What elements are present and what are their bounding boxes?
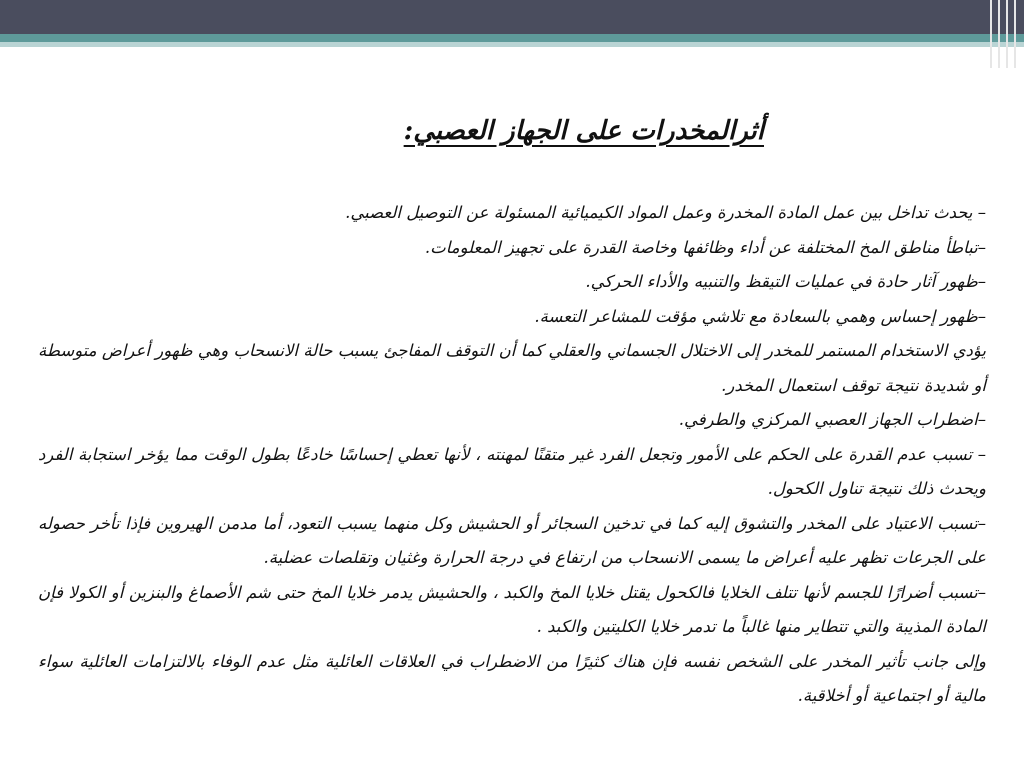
paragraph: –اضطراب الجهاز العصبي المركزي والطرفي. (678, 410, 986, 429)
paragraph: – تسبب عدم القدرة على الحكم على الأمور وتجعل الفرد غير متقنًا لمهنته ، لأنها تعطي إحساسًا خادعًا بطول الوقت مما يؤخر استجابة الفرد ويحدث ذلك نتيجة تناول الكحول. (38, 444, 986, 498)
paragraph: وإلى جانب تأثير المخدر على الشخص نفسه فإن هناك كثيرًا من الاضطراب في العلاقات العائلية مثل عدم الوفاء بالالتزامات العائلية سواء مالية أو اجتماعية أو أخلاقية. (38, 651, 986, 705)
paragraph: – يحدث تداخل بين عمل المادة المخدرة وعمل المواد الكيميائية المسئولة عن التوصيل العصبي. (345, 203, 986, 222)
header-light-stripe (0, 42, 1024, 47)
corner-decoration (984, 0, 1024, 68)
paragraph: –تسبب أضرارًا للجسم لأنها تتلف الخلايا فالكحول يقتل خلايا المخ والكبد ، والحشيش يدمر خلايا المخ حتى شم الأصماغ والبنزين أو الكولا فإن المادة المذيبة والتي تتطاير منها غالباً ما تدمر خلايا الكليتين والكبد . (38, 582, 986, 636)
paragraph: –ظهور آثار حادة في عمليات التيقظ والتنبيه والأداء الحركي. (585, 272, 986, 291)
header-bar (0, 0, 1024, 34)
header-accent-stripe (0, 34, 1024, 42)
slide-title: أثرالمخدرات على الجهاز العصبي: (403, 116, 764, 146)
paragraph: –ظهور إحساس وهمي بالسعادة مع تلاشي مؤقت للمشاعر التعسة. (534, 306, 986, 326)
paragraph: –تسبب الاعتياد على المخدر والتشوق إليه كما في تدخين السجائر أو الحشيش وكل منهما يسبب التعود، أما مدمن الهيروين فإذا تأخر حصوله على الجرعات تظهر عليه أعراض ما يسمى الانسحاب من ارتفاع في درجة الحرارة وغثيان وتقلصات عضلية. (38, 513, 986, 567)
paragraph: يؤدي الاستخدام المستمر للمخدر إلى الاختلال الجسماني والعقلي كما أن التوقف المفاجئ يسبب حالة الانسحاب وهي ظهور أعراض متوسطة أو شديدة نتيجة توقف استعمال المخدر. (38, 341, 986, 395)
paragraph: –تباطأ مناطق المخ المختلفة عن أداء وظائفها وخاصة القدرة على تجهيز المعلومات. (424, 237, 986, 257)
slide-body (38, 196, 986, 714)
